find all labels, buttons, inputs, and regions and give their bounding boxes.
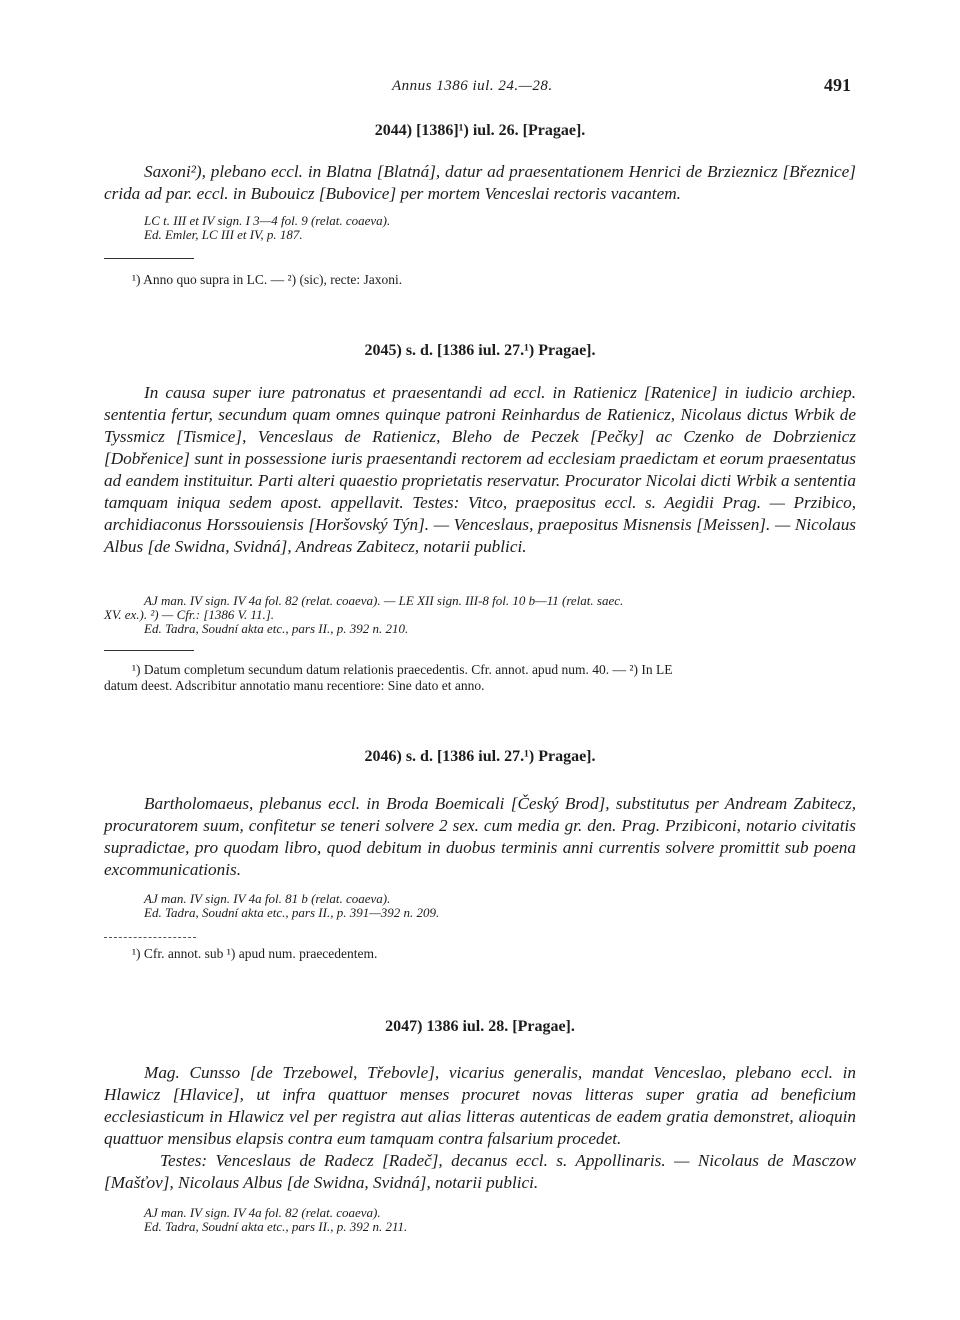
footnote-line: ¹) Anno quo supra in LC. — ²) (sic), recte: Jaxoni.	[132, 272, 403, 287]
entry-body-paragraph: In causa super iure patronatus et praesentandi ad eccl. in Ratienicz [Ratenice] in iudicio archiep. sententia fertur, secundum quam omnes quinque patroni Reinhardus de Ratienicz, Nicolaus dictus Wrbik de Tyssmicz [Tismice], Venceslaus de Ratienicz, Bleho de Peczek [Pečky] ac Czenko de Dobrzienicz [Dobřenice] sunt in possessione iuris praesentandi rectorem ad ecclesiam praedictam et eorum praesentatus ad eandem instituitur. Parti alteri quaestio proprietatis reservatur. Procurator Nicolai dicti Wrbik a sententia tamquam iniqua sedem apost. appellavit. Testes: Vitco, praepositus eccl. s. Aegidii Prag. — Przibico, archidiaconus Horssouiensis [Horšovský Týn]. — Venceslaus, praepositus Misnensis [Meissen]. — Nicolaus Albus [de Swidna, Svidná], Andreas Zabitecz, notarii publici.	[104, 383, 856, 556]
source-line: Ed. Tadra, Soudní akta etc., pars II., p. 392 n. 210.	[144, 621, 409, 636]
entry-footnotes-2046	[104, 946, 856, 962]
entry-heading-2044: 2044) [1386]¹) iul. 26. [Pragae].	[374, 122, 586, 139]
source-line: XV. ex.). ²) — Cfr.: [1386 V. 11.].	[104, 607, 275, 622]
entry-heading-2047: 2047) 1386 iul. 28. [Pragae].	[385, 1018, 575, 1035]
footnote-rule	[104, 258, 194, 259]
footnote-line: ¹) Cfr. annot. sub ¹) apud num. praecedentem.	[132, 946, 378, 961]
source-line: AJ man. IV sign. IV 4a fol. 81 b (relat. coaeva).	[144, 891, 391, 906]
footnote-line: ¹) Datum completum secundum datum relationis praecedentis. Cfr. annot. apud num. 40. — ²) In LE	[132, 662, 673, 677]
entry-sources-2046	[104, 892, 864, 920]
entry-body-2046	[104, 793, 856, 881]
entry-body-paragraph: Mag. Cunsso [de Trzebowel, Třebovle], vicarius generalis, mandat Venceslao, plebano eccl. in Hlawicz [Hlavice], ut infra quattuor menses procuret novas litteras super gratia ad beneficium ecclesiasticum in Hlawicz vel per registra aut alias litteras autenticas de eadem gratia demonstret, alioquin quattuor mensibus elapsis contra eum tamquam contra falsarium procedet.	[104, 1063, 856, 1148]
entry-body-2045	[104, 382, 856, 558]
source-line: Ed. Tadra, Soudní akta etc., pars II., p. 391—392 n. 209.	[144, 905, 440, 920]
entry-sources-2044	[104, 214, 864, 242]
entry-body-2044	[104, 161, 856, 205]
entry-heading-2046: 2046) s. d. [1386 iul. 27.¹) Pragae].	[364, 748, 596, 765]
entry-footnotes-2045	[104, 662, 856, 694]
entry-body-paragraph: Testes: Venceslaus de Radecz [Radeč], decanus eccl. s. Appollinaris. — Nicolaus de Masczow [Mašťov], Nicolaus Albus [de Swidna, Svidná], notarii publici.	[104, 1151, 856, 1192]
page-number: 491	[824, 75, 851, 95]
entry-body-paragraph: Saxoni²), plebano eccl. in Blatna [Blatná], datur ad praesentationem Henrici de Brzieznicz [Březnice] crida ad par. eccl. in Bubouicz [Bubovice] per mortem Venceslai rectoris vacantem.	[104, 162, 856, 203]
entry-sources-2045	[104, 594, 864, 636]
source-line: Ed. Emler, LC III et IV, p. 187.	[144, 227, 303, 242]
entry-footnotes-2044	[104, 272, 856, 288]
source-line: Ed. Tadra, Soudní akta etc., pars II., p. 392 n. 211.	[144, 1219, 408, 1234]
running-head: Annus 1386 iul. 24.—28.	[392, 78, 553, 94]
footnote-rule	[104, 650, 194, 651]
entry-sources-2047	[104, 1206, 864, 1234]
footnote-line: datum deest. Adscribitur annotatio manu recentiore: Sine dato et anno.	[104, 678, 485, 693]
source-line: AJ man. IV sign. IV 4a fol. 82 (relat. coaeva). — LE XII sign. III-8 fol. 10 b—11 (relat. saec.	[144, 593, 624, 608]
entry-body-2047	[104, 1062, 856, 1194]
entry-heading-2045: 2045) s. d. [1386 iul. 27.¹) Pragae].	[364, 342, 596, 359]
entry-body-paragraph: Bartholomaeus, plebanus eccl. in Broda Boemicali [Český Brod], substitutus per Andream Zabitecz, procuratorem suum, confitetur se teneri solvere 2 sex. cum media gr. den. Prag. Przibiconi, notario civitatis supradictae, pro quodam libro, quod debitum in duobus terminis anni currentis solvere promittit sub poena excommunicationis.	[104, 794, 856, 879]
source-line: LC t. III et IV sign. I 3—4 fol. 9 (relat. coaeva).	[144, 213, 391, 228]
footnote-rule	[104, 937, 196, 938]
source-line: AJ man. IV sign. IV 4a fol. 82 (relat. coaeva).	[144, 1205, 381, 1220]
